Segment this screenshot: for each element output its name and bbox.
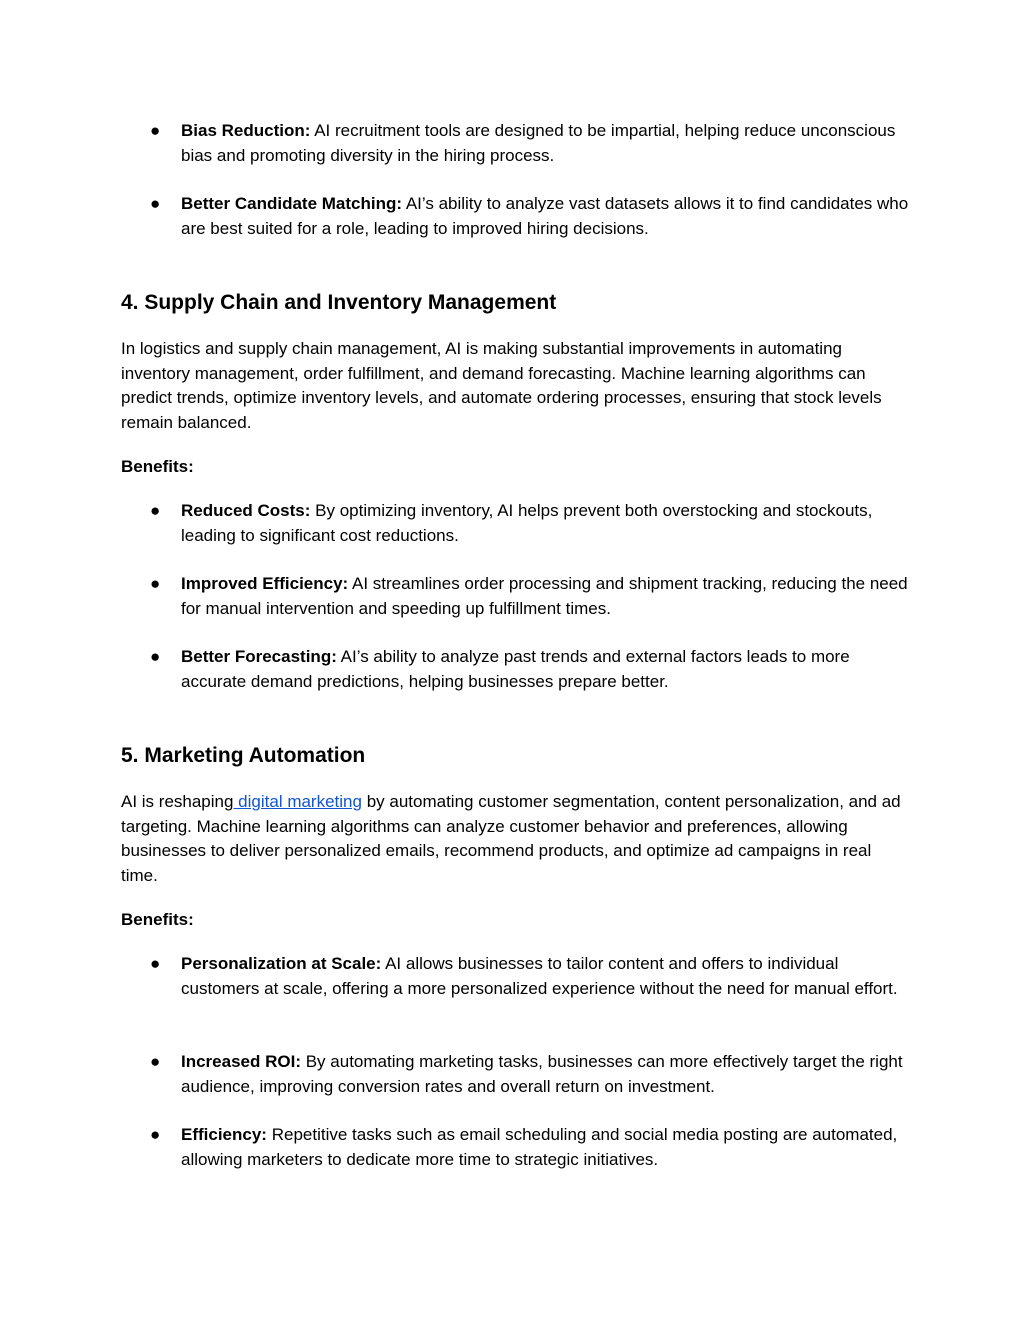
- benefits-label: Benefits:: [121, 457, 194, 476]
- list-item-body: AI streamlines order processing and shipment tracking, reducing the need for manual intervention and speeding up fulfillment times.: [181, 574, 908, 618]
- list-item-text: [181, 1050, 911, 1099]
- list-item-title: Better Forecasting:: [181, 647, 337, 666]
- list-item-text: [181, 572, 911, 621]
- list-item-body: AI’s ability to analyze past trends and external factors leads to more accurate demand predictions, helping businesses prepare better.: [181, 647, 850, 691]
- list-item-title: Bias Reduction:: [181, 121, 311, 140]
- list-item-text: [181, 952, 911, 1001]
- bullet-icon: ●: [150, 1052, 161, 1071]
- list-item-body: By automating marketing tasks, businesses can more effectively target the right audience, improving conversion rates and overall return on investment.: [181, 1052, 903, 1096]
- benefits-label: Benefits:: [121, 910, 194, 929]
- list-item-body: By optimizing inventory, AI helps prevent both overstocking and stockouts, leading to significant cost reductions.: [181, 501, 873, 545]
- list-item-title: Improved Efficiency:: [181, 574, 349, 593]
- list-item-text: [181, 645, 911, 694]
- list-item-body: AI allows businesses to tailor content and offers to individual customers at scale, offering a more personalized experience without the need for manual effort.: [181, 954, 898, 998]
- list-item-body: AI’s ability to analyze vast datasets allows it to find candidates who are best suited for a role, leading to improved hiring decisions.: [181, 194, 909, 238]
- section-paragraph: In logistics and supply chain management, AI is making substantial improvements in automating inventory management, order fulfillment, and demand forecasting. Machine learning algorithms can predict trends, optimize inventory levels, and automate ordering processes, ensuring that stock levels remain balanced.: [121, 339, 882, 432]
- list-item-body: Repetitive tasks such as email scheduling and social media posting are automated, allowing marketers to dedicate more time to strategic initiatives.: [181, 1125, 898, 1169]
- paragraph-text-start: AI is reshaping: [121, 792, 234, 811]
- bullet-icon: ●: [150, 121, 161, 140]
- section-heading: 4. Supply Chain and Inventory Management: [121, 291, 557, 314]
- list-item-title: Increased ROI:: [181, 1052, 301, 1071]
- list-item-text: [181, 499, 911, 548]
- bullet-icon: ●: [150, 954, 161, 973]
- bullet-icon: ●: [150, 574, 161, 593]
- list-item-body: AI recruitment tools are designed to be impartial, helping reduce unconscious bias and promoting diversity in the hiring process.: [181, 121, 896, 165]
- list-item-title: Reduced Costs:: [181, 501, 311, 520]
- bullet-icon: ●: [150, 1125, 161, 1144]
- section-paragraph: [121, 790, 911, 888]
- section-heading: 5. Marketing Automation: [121, 744, 366, 767]
- list-item-title: Better Candidate Matching:: [181, 194, 403, 213]
- bullet-icon: ●: [150, 647, 161, 666]
- digital-marketing-link[interactable]: digital marketing: [233, 792, 362, 811]
- paragraph-text-end: by automating customer segmentation, content personalization, and ad targeting. Machine learning algorithms can analyze customer behavior and preferences, allowing businesses to deliver personalized emails, recommend products, and optimize ad campaigns in real time.: [121, 792, 901, 885]
- list-item-text: [181, 192, 911, 241]
- list-item-text: [181, 1123, 911, 1172]
- bullet-icon: ●: [150, 194, 161, 213]
- list-item-title: Efficiency:: [181, 1125, 267, 1144]
- list-item-text: [181, 119, 911, 168]
- list-item-title: Personalization at Scale:: [181, 954, 382, 973]
- bullet-icon: ●: [150, 501, 161, 520]
